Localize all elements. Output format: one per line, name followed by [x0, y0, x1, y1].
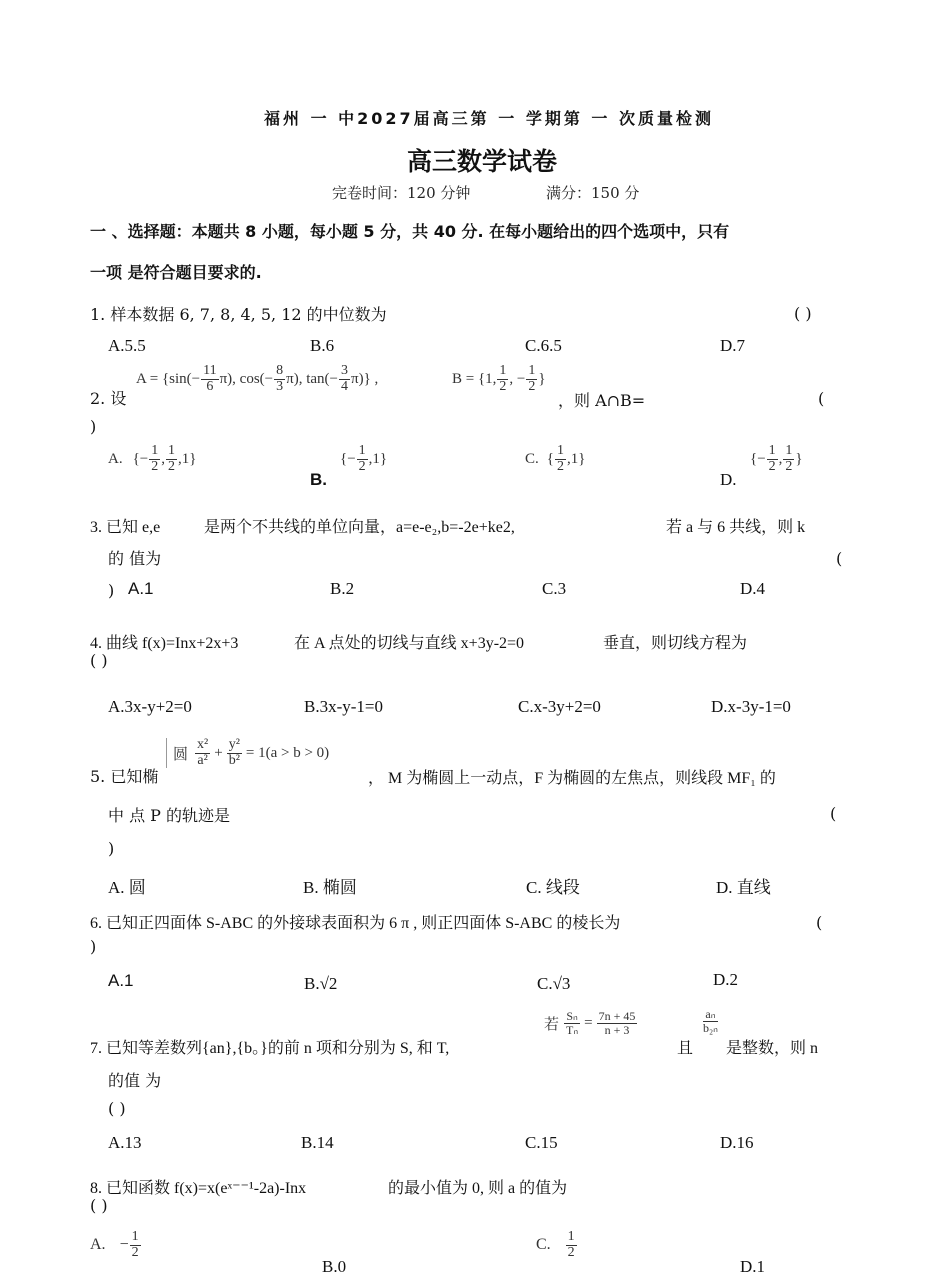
question-6-paren-open: (	[816, 913, 823, 932]
question-5-option-b[interactable]: B. 椭圆	[303, 878, 357, 897]
question-6-option-b[interactable]: B.√2	[304, 974, 338, 993]
option-label: A.	[108, 450, 123, 467]
fraction-3-4: $\frac{3}{4}$	[341, 363, 348, 394]
question-2-option-d-label[interactable]: D.	[720, 470, 737, 489]
question-8-part2: 的最小值为 0, 则 a 的值为	[388, 1180, 568, 1197]
set-b-open: B = {1,	[452, 370, 497, 387]
question-1-option-d[interactable]: D.7	[720, 336, 746, 355]
fraction-1-2: $\frac{1}{2}$	[499, 363, 507, 394]
question-5-line2: 中 点 P 的轨迹是	[108, 806, 231, 825]
time-info: 完卷时间：120 分钟	[332, 184, 471, 202]
question-3-option-a[interactable]: A.1	[128, 579, 154, 598]
question-2-set-b-formula	[452, 364, 546, 394]
question-8-paren: ( )	[90, 1196, 108, 1215]
fraction-x2-a2: $\frac{\text{x²}}{\text{a²}}$	[197, 737, 209, 768]
option-sign: −	[119, 1236, 129, 1254]
question-2-set-a-formula	[136, 364, 378, 394]
question-4-part3: 垂直，则切线方程为	[603, 633, 748, 652]
option-brace-close: ,1}	[368, 450, 388, 467]
question-4-part2: 在 A 点处的切线与直线 x+3y-2=0	[294, 635, 525, 652]
page-title: 高三数学试卷	[407, 147, 558, 176]
option-label: C.	[525, 450, 539, 467]
question-2-paren-open: (	[818, 389, 825, 408]
question-5-suffix: ， M 为椭圆上一动点，F 为椭圆的左焦点，则线段 MF₁ 的	[368, 770, 776, 787]
question-1-paren: ( )	[794, 304, 812, 323]
question-5-ellipse-formula	[166, 738, 329, 768]
question-8-option-b[interactable]: B.0	[322, 1257, 347, 1276]
question-7-ratio-formula	[544, 1010, 638, 1036]
question-2-option-b[interactable]	[340, 444, 387, 474]
question-3-line2: 的 值为	[108, 549, 162, 568]
fraction-sn-tn: $\frac{\text{Sₙ}}{\text{Tₙ}}$	[566, 1009, 579, 1037]
question-3-part3: 若 a 与 6 共线，则 k	[666, 519, 806, 536]
section-heading-line1: 一 、选择题：本题共 8 小题，每小题 5 分，共 40 分. 在每小题给出的四个选项中，只有	[90, 222, 730, 241]
question-7-paren: ( )	[108, 1099, 126, 1118]
option-comma: ,	[161, 450, 166, 467]
question-4-part1: 4. 曲线 f(x)=Inx+2x+3	[90, 635, 239, 652]
fraction-8-3: $\frac{8}{3}$	[276, 363, 284, 394]
question-3-option-b[interactable]: B.2	[330, 579, 355, 598]
question-4-option-b[interactable]: B.3x-y-1=0	[304, 697, 383, 716]
option-brace: {−	[132, 450, 149, 467]
question-1-option-c[interactable]: C.6.5	[525, 336, 562, 355]
question-4-option-a[interactable]: A.3x-y+2=0	[108, 697, 192, 716]
fraction-1-2: $\frac{1}{2}$	[785, 443, 793, 474]
question-7-part1: 7. 已知等差数列{an},{b。}的前 n 项和分别为 S, 和 T,	[90, 1040, 450, 1057]
score-info: 满分：150 分	[546, 184, 640, 202]
question-4-option-c[interactable]: C.x-3y+2=0	[518, 697, 601, 716]
fraction-7n45-n3: $\frac{7n + 45}{n + 3}$	[598, 1009, 636, 1037]
fraction-1-2: $\frac{1}{2}$	[358, 443, 366, 474]
question-6-paren-close: )	[90, 937, 97, 956]
question-1-text: 1. 样本数据 6, 7, 8, 4, 5, 12 的中位数为	[90, 305, 387, 324]
formula-ruo: 若	[544, 1016, 560, 1033]
question-4-option-d[interactable]: D.x-3y-1=0	[711, 697, 791, 716]
question-5-prefix: 5. 已知椭	[90, 767, 159, 786]
exam-header: 福州 一 中2027届高三第 一 学期第 一 次质量检测	[264, 109, 714, 128]
question-8-option-c[interactable]	[536, 1230, 578, 1260]
fraction-an-b2n: $\frac{\text{aₙ}}{\text{b₂ₙ}}$	[703, 1007, 718, 1035]
option-label: C.	[536, 1236, 551, 1254]
fraction-y2-b2: $\frac{\text{y²}}{\text{b²}}$	[228, 737, 240, 768]
question-2-option-a[interactable]	[108, 444, 196, 474]
question-1-option-a[interactable]: A.5.5	[108, 336, 146, 355]
formula-plus: +	[214, 744, 223, 761]
question-5-paren-close: )	[108, 839, 115, 858]
set-b-close: }	[538, 370, 546, 387]
question-6-option-c[interactable]: C.√3	[537, 974, 571, 993]
fraction-11-6: $\frac{11}{6}$	[203, 363, 217, 394]
question-6-text: 6. 已知正四面体 S-ABC 的外接球表面积为 6 π , 则正四面体 S-ABC 的棱长为	[90, 915, 621, 932]
option-brace-close: ,1}	[178, 450, 197, 467]
question-2-option-b-label[interactable]: B.	[310, 470, 327, 489]
option-comma: ,	[778, 450, 783, 467]
question-3-part2: 是两个不共线的单位向量，a=e-e₂,b=-2e+ke2,	[204, 519, 515, 536]
fraction-1-2: $\frac{1}{2}$	[528, 363, 536, 394]
set-b-comma: , −	[509, 370, 526, 387]
fraction-1-2: $\frac{1}{2}$	[131, 1229, 139, 1260]
question-1-option-b[interactable]: B.6	[310, 336, 335, 355]
question-7-part2: 是整数，则 n	[726, 1040, 819, 1057]
fraction-1-2: $\frac{1}{2}$	[768, 443, 776, 474]
set-a-pi-cos: π), cos(−	[219, 370, 274, 387]
question-4-paren: ( )	[90, 651, 108, 670]
question-2-option-d[interactable]	[750, 444, 803, 474]
set-a-pi-tan: π), tan(−	[286, 370, 338, 387]
question-6-option-a[interactable]: A.1	[108, 971, 134, 990]
question-2-option-c[interactable]	[525, 444, 585, 474]
question-2-prefix: 2. 设	[90, 389, 127, 408]
question-3-paren-open: (	[836, 549, 843, 568]
option-brace: {	[546, 450, 554, 467]
question-7-option-d[interactable]: D.16	[720, 1133, 754, 1152]
question-6-option-d[interactable]: D.2	[713, 970, 739, 989]
question-5-paren-open: (	[830, 804, 837, 823]
section-heading-line2: 一项 是符合题目要求的.	[90, 263, 262, 282]
option-brace: {−	[340, 450, 356, 467]
formula-circle-char: 圆	[173, 746, 189, 763]
fraction-1-2: $\frac{1}{2}$	[151, 443, 159, 474]
question-5-option-a[interactable]: A. 圆	[108, 878, 146, 897]
fraction-1-2: $\frac{1}{2}$	[567, 1229, 575, 1260]
option-brace-close: ,1}	[566, 450, 586, 467]
question-5-option-d[interactable]: D. 直线	[716, 878, 771, 897]
question-5-option-c[interactable]: C. 线段	[526, 878, 580, 897]
question-3-part1: 3. 已知 e,e	[90, 519, 161, 536]
question-3-option-c[interactable]: C.3	[542, 579, 567, 598]
question-3-option-d[interactable]: D.4	[740, 579, 766, 598]
option-label: A.	[90, 1236, 106, 1254]
question-8-option-a[interactable]	[90, 1230, 142, 1260]
question-8-option-d[interactable]: D.1	[740, 1257, 766, 1276]
question-7-option-a[interactable]: A.13	[108, 1133, 142, 1152]
question-7-an-b2n-formula	[700, 1008, 721, 1034]
fraction-1-2: $\frac{1}{2}$	[556, 443, 564, 474]
formula-equals: =	[584, 1014, 593, 1031]
question-7-option-b[interactable]: B.14	[301, 1133, 334, 1152]
fraction-1-2: $\frac{1}{2}$	[168, 443, 176, 474]
question-2-paren-close: )	[90, 417, 97, 436]
question-7-line2: 的值 为	[108, 1071, 162, 1090]
question-2-suffix: ，则 A∩B=	[558, 391, 646, 410]
option-brace-close: }	[795, 450, 803, 467]
set-a-close: π)} ,	[351, 370, 379, 387]
question-7-option-c[interactable]: C.15	[525, 1133, 558, 1152]
question-3-paren-close: )	[108, 581, 115, 600]
question-8-part1: 8. 已知函数 f(x)=x(eˣ⁻⁻¹-2a)-Inx	[90, 1180, 307, 1197]
formula-equals: = 1(a > b > 0)	[245, 744, 330, 761]
option-brace: {−	[750, 450, 766, 467]
question-7-qie: 且	[677, 1038, 694, 1057]
set-a-open: A = {sin(−	[136, 370, 201, 387]
